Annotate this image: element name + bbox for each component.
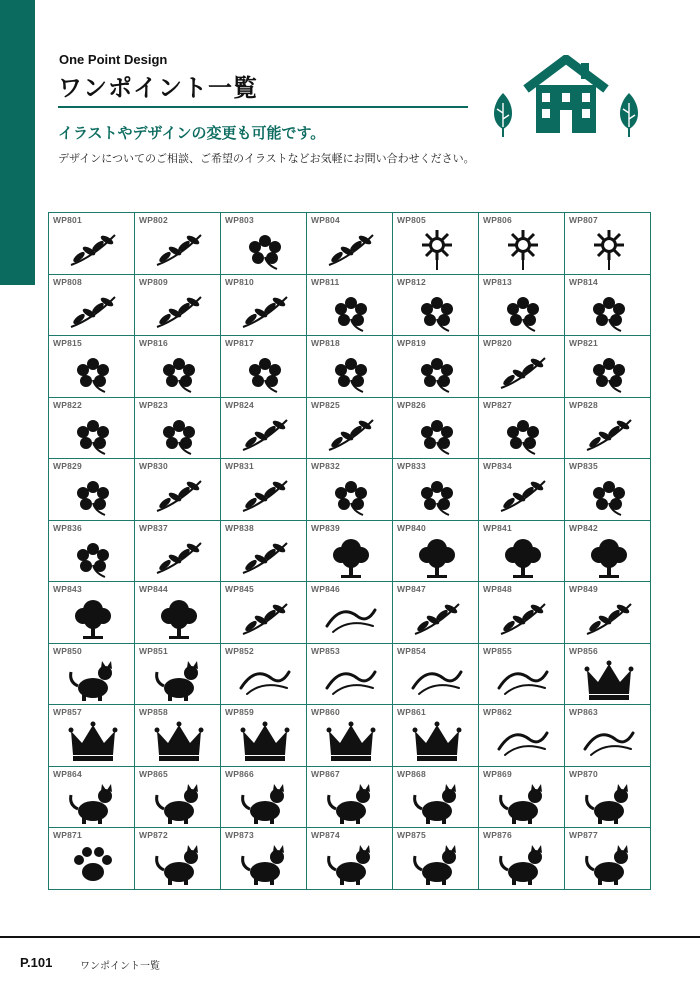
design-cell[interactable]	[49, 582, 135, 644]
blossom-branch-icon	[495, 473, 551, 517]
sunflower-head-icon	[581, 227, 637, 271]
design-code: WP840	[397, 522, 426, 533]
design-cell[interactable]	[135, 520, 221, 582]
flower-bouquet-icon	[409, 350, 465, 394]
design-cell[interactable]	[479, 766, 565, 828]
feather-icon	[323, 658, 379, 702]
design-code: WP806	[483, 215, 512, 225]
design-code: WP848	[483, 584, 512, 594]
floral-corner-icon	[65, 412, 121, 456]
design-code: WP860	[311, 707, 340, 717]
design-cell[interactable]	[49, 705, 135, 767]
design-code: WP816	[139, 338, 168, 348]
cat-sitting-icon	[409, 781, 465, 825]
design-cell[interactable]	[135, 336, 221, 398]
design-code: WP801	[53, 215, 82, 225]
design-cell[interactable]	[393, 520, 479, 582]
design-cell[interactable]	[307, 397, 393, 459]
design-cell[interactable]	[221, 520, 307, 582]
bells-icon	[581, 719, 637, 763]
design-code: WP842	[569, 522, 598, 533]
crown-laurel-icon	[65, 719, 121, 763]
design-cell[interactable]	[393, 397, 479, 459]
design-code: WP850	[53, 645, 82, 656]
design-cell[interactable]	[479, 397, 565, 459]
design-code: WP809	[139, 276, 168, 287]
design-cell[interactable]	[393, 705, 479, 767]
design-code: WP825	[311, 399, 340, 410]
cat-icon	[323, 781, 379, 825]
design-cell[interactable]	[565, 459, 651, 521]
rose-icon	[495, 412, 551, 456]
design-cell[interactable]	[393, 274, 479, 336]
design-code: WP838	[225, 522, 254, 533]
cherry-blossoms-icon	[323, 473, 379, 517]
design-cell[interactable]	[221, 459, 307, 521]
lotus-icon	[495, 289, 551, 333]
design-code: WP820	[483, 338, 512, 348]
design-code: WP843	[53, 584, 82, 594]
grid-row	[49, 520, 651, 582]
leafy-branch-icon	[151, 227, 207, 271]
design-code: WP874	[311, 830, 340, 840]
herb-sprigs-icon	[65, 227, 121, 271]
design-code: WP844	[139, 584, 168, 594]
design-code: WP847	[397, 584, 426, 594]
lily-icon	[581, 412, 637, 456]
crown-icon	[323, 719, 379, 763]
design-cell[interactable]	[135, 766, 221, 828]
title-divider	[58, 106, 468, 108]
tulips-icon	[237, 350, 293, 394]
design-cell[interactable]	[307, 705, 393, 767]
leaf-spray-icon	[237, 535, 293, 579]
design-cell[interactable]	[565, 336, 651, 398]
design-code: WP877	[569, 830, 598, 840]
design-code: WP837	[139, 522, 168, 533]
design-code: WP836	[53, 522, 82, 533]
tree-icon	[323, 535, 379, 579]
wings-icon	[409, 658, 465, 702]
fairy-icon	[151, 658, 207, 702]
grid-row	[49, 643, 651, 705]
paw-print-icon	[65, 842, 121, 886]
pine-branch-icon	[237, 596, 293, 640]
design-code: WP814	[569, 276, 598, 287]
design-code: WP808	[53, 276, 82, 287]
design-cell[interactable]	[565, 828, 651, 890]
design-code: WP834	[483, 461, 512, 471]
design-code: WP810	[225, 276, 254, 287]
iris-icon	[151, 535, 207, 579]
swirl-vine-icon	[323, 596, 379, 640]
design-code: WP866	[225, 768, 254, 779]
design-cell[interactable]	[479, 582, 565, 644]
design-code: WP826	[397, 399, 426, 410]
design-cell[interactable]	[49, 828, 135, 890]
design-code: WP811	[311, 276, 340, 287]
design-code: WP839	[311, 522, 340, 533]
design-cell[interactable]	[135, 274, 221, 336]
design-code: WP841	[483, 522, 512, 533]
forest-icon	[495, 535, 551, 579]
design-cell[interactable]	[221, 828, 307, 890]
design-code: WP867	[311, 768, 340, 779]
design-code: WP849	[569, 584, 598, 594]
design-cell[interactable]	[479, 705, 565, 767]
design-cell[interactable]	[307, 459, 393, 521]
design-code: WP827	[483, 399, 512, 410]
crown-icon	[151, 719, 207, 763]
design-cell[interactable]	[49, 397, 135, 459]
header-illustration	[486, 55, 646, 140]
design-code: WP817	[225, 338, 254, 348]
design-cell[interactable]	[307, 828, 393, 890]
dandelion-icon	[581, 473, 637, 517]
grid-row	[49, 397, 651, 459]
design-cell[interactable]	[307, 766, 393, 828]
chihuahua-icon	[495, 842, 551, 886]
pegasus-icon	[237, 781, 293, 825]
design-code: WP833	[397, 461, 426, 471]
bells-ribbon-icon	[495, 719, 551, 763]
design-cell[interactable]	[565, 582, 651, 644]
rabbits-icon	[65, 781, 121, 825]
grid-row	[49, 213, 651, 275]
plum-blossoms-icon	[323, 289, 379, 333]
design-cell[interactable]	[565, 705, 651, 767]
design-cell[interactable]	[307, 336, 393, 398]
wave-icon	[495, 658, 551, 702]
clover-sprig-icon	[323, 227, 379, 271]
design-cell[interactable]	[307, 274, 393, 336]
design-code: WP830	[139, 461, 168, 471]
ivy-icon	[65, 289, 121, 333]
design-cell[interactable]	[307, 643, 393, 705]
design-code: WP859	[225, 707, 254, 717]
design-code: WP858	[139, 707, 168, 717]
design-cell[interactable]	[221, 766, 307, 828]
design-cell[interactable]	[307, 213, 393, 275]
hibiscus-icon	[151, 412, 207, 456]
design-code: WP802	[139, 215, 168, 225]
design-cell[interactable]	[135, 459, 221, 521]
design-cell[interactable]	[221, 705, 307, 767]
grid-row	[49, 582, 651, 644]
design-grid	[48, 212, 651, 890]
design-cell[interactable]	[479, 336, 565, 398]
design-code: WP869	[483, 768, 512, 779]
design-cell[interactable]	[221, 643, 307, 705]
sunflower-icon	[409, 227, 465, 271]
design-cell[interactable]	[307, 520, 393, 582]
design-cell[interactable]	[221, 213, 307, 275]
three-flowers-icon	[323, 350, 379, 394]
design-code: WP865	[139, 768, 168, 779]
design-cell[interactable]	[565, 397, 651, 459]
tree-icon	[620, 93, 638, 137]
design-cell[interactable]	[479, 274, 565, 336]
design-code: WP824	[225, 399, 254, 410]
fruit-tree-icon	[65, 596, 121, 640]
design-code: WP818	[311, 338, 340, 348]
design-cell[interactable]	[49, 459, 135, 521]
crown-icon	[237, 719, 293, 763]
design-cell[interactable]	[479, 213, 565, 275]
design-cell[interactable]	[135, 582, 221, 644]
cat-stretching-icon	[581, 781, 637, 825]
rose-icon	[409, 412, 465, 456]
design-code: WP871	[53, 830, 82, 840]
design-cell[interactable]	[135, 213, 221, 275]
small-flowers-icon	[409, 289, 465, 333]
palm-trees-icon	[151, 596, 207, 640]
design-cell[interactable]	[393, 336, 479, 398]
design-code: WP846	[311, 584, 340, 594]
design-code: WP851	[139, 645, 168, 656]
design-code: WP819	[397, 338, 426, 348]
clover-icon	[237, 227, 293, 271]
design-cell[interactable]	[393, 213, 479, 275]
design-code: WP868	[397, 768, 426, 779]
maple-leaves-icon	[151, 289, 207, 333]
rose-vine-icon	[323, 412, 379, 456]
design-code: WP822	[53, 399, 82, 410]
design-code: WP855	[483, 645, 512, 656]
design-cell[interactable]	[49, 520, 135, 582]
design-code: WP807	[569, 215, 598, 225]
design-cell[interactable]	[221, 582, 307, 644]
design-code: WP821	[569, 338, 598, 348]
design-code: WP856	[569, 645, 598, 656]
house-icon	[526, 59, 606, 133]
sunflower-icon	[495, 227, 551, 271]
design-code: WP835	[569, 461, 598, 471]
design-cell[interactable]	[479, 828, 565, 890]
design-code: WP864	[53, 768, 82, 779]
hibiscus-icon	[581, 350, 637, 394]
design-cell[interactable]	[393, 582, 479, 644]
horse-icon	[151, 781, 207, 825]
design-cell[interactable]	[49, 213, 135, 275]
design-code: WP857	[53, 707, 82, 717]
tree-icon	[494, 93, 512, 137]
design-cell[interactable]	[393, 459, 479, 521]
dog-sitting-icon	[323, 842, 379, 886]
page-number: P.101	[20, 955, 53, 970]
design-cell[interactable]	[479, 459, 565, 521]
design-code: WP812	[397, 276, 426, 287]
design-cell[interactable]	[393, 643, 479, 705]
small-dog-icon	[409, 842, 465, 886]
design-cell[interactable]	[565, 766, 651, 828]
floral-vine-icon	[151, 473, 207, 517]
design-cell[interactable]	[565, 520, 651, 582]
design-cell[interactable]	[393, 766, 479, 828]
cat-icon	[495, 781, 551, 825]
design-cell[interactable]	[565, 274, 651, 336]
design-code: WP828	[569, 399, 598, 410]
design-cell[interactable]	[221, 397, 307, 459]
design-cell[interactable]	[221, 274, 307, 336]
design-cell[interactable]	[393, 828, 479, 890]
laurel-sprig-icon	[409, 596, 465, 640]
page-title: ワンポイント一覧	[58, 74, 258, 102]
design-code: WP872	[139, 830, 168, 840]
design-cell[interactable]	[49, 336, 135, 398]
plum-branch-icon	[237, 289, 293, 333]
design-code: WP873	[225, 830, 254, 840]
cupid-icon	[65, 658, 121, 702]
design-code: WP823	[139, 399, 168, 410]
design-cell[interactable]	[565, 643, 651, 705]
pine-tree-icon	[409, 535, 465, 579]
subtitle: イラストやデザインの変更も可能です。	[58, 124, 326, 142]
grid-row	[49, 705, 651, 767]
design-cell[interactable]	[135, 397, 221, 459]
design-code: WP862	[483, 707, 512, 717]
design-cell[interactable]	[49, 274, 135, 336]
footer-divider	[0, 936, 700, 938]
design-cell[interactable]	[479, 520, 565, 582]
tiara-sparkle-icon	[409, 719, 465, 763]
design-code: WP804	[311, 215, 340, 225]
swoosh-icon	[237, 658, 293, 702]
falling-petals-icon	[409, 473, 465, 517]
design-code: WP863	[569, 707, 598, 717]
design-code: WP870	[569, 768, 598, 779]
design-code: WP845	[225, 584, 254, 594]
design-code: WP829	[53, 461, 82, 471]
design-code: WP854	[397, 645, 426, 656]
design-cell[interactable]	[479, 643, 565, 705]
design-cell[interactable]	[135, 828, 221, 890]
wisteria-icon	[151, 350, 207, 394]
leaves-icon	[237, 473, 293, 517]
design-code: WP875	[397, 830, 426, 840]
small-tree-icon	[581, 535, 637, 579]
design-cell[interactable]	[565, 213, 651, 275]
design-cell[interactable]	[49, 643, 135, 705]
design-cell[interactable]	[221, 336, 307, 398]
design-code: WP861	[397, 707, 426, 717]
dachshund-icon	[237, 842, 293, 886]
grid-row	[49, 459, 651, 521]
section-eyebrow: One Point Design	[59, 52, 168, 67]
grid-row	[49, 766, 651, 828]
dog-icon	[151, 842, 207, 886]
floral-spray-icon	[581, 289, 637, 333]
design-cell[interactable]	[49, 766, 135, 828]
grid-row	[49, 274, 651, 336]
design-code: WP832	[311, 461, 340, 471]
design-code: WP803	[225, 215, 254, 225]
shiba-icon	[581, 842, 637, 886]
grid-row	[49, 336, 651, 398]
design-code: WP813	[483, 276, 512, 287]
design-cell[interactable]	[135, 705, 221, 767]
design-cell[interactable]	[135, 643, 221, 705]
chrysanthemum-icon	[65, 535, 121, 579]
design-cell[interactable]	[307, 582, 393, 644]
hibiscus-leaves-icon	[237, 412, 293, 456]
design-code: WP815	[53, 338, 82, 348]
wheat-icon	[495, 596, 551, 640]
cherry-blossom-icon	[65, 473, 121, 517]
side-accent-bar	[0, 0, 35, 285]
design-code: WP853	[311, 645, 340, 656]
design-code: WP831	[225, 461, 254, 471]
wheat-stalks-icon	[581, 596, 637, 640]
design-code: WP876	[483, 830, 512, 840]
crown-icon	[581, 658, 637, 702]
description: デザインについてのご相談、ご希望のイラストなどお気軽にお問い合わせください。	[58, 152, 475, 165]
design-code: WP852	[225, 645, 254, 656]
flower-cluster-icon	[65, 350, 121, 394]
design-code: WP805	[397, 215, 426, 225]
lily-branch-icon	[495, 350, 551, 394]
footer-section-label: ワンポイント一覧	[80, 961, 160, 972]
grid-row	[49, 828, 651, 890]
